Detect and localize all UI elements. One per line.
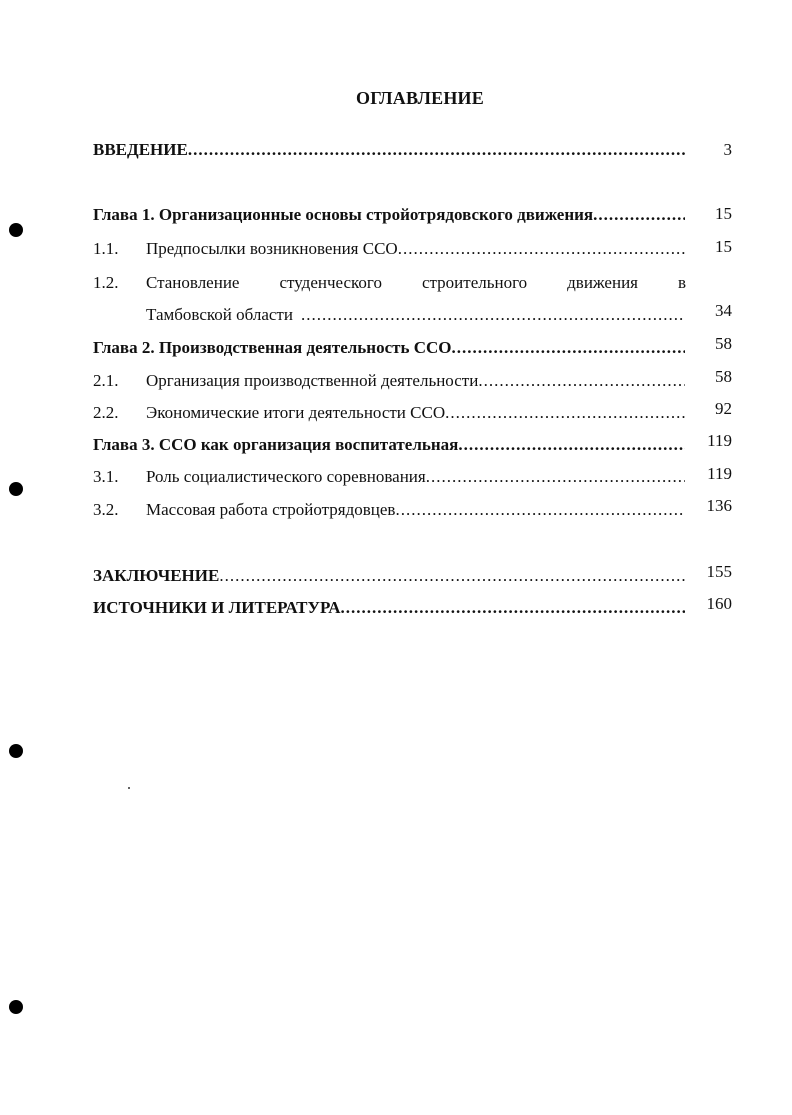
leader-dots xyxy=(451,337,685,359)
toc-entry-label: ВВЕДЕНИЕ xyxy=(93,140,188,159)
toc-page-number: 92 xyxy=(715,399,732,418)
toc-entry-introduction[interactable] xyxy=(93,139,685,161)
toc-entry-section-2-1[interactable] xyxy=(93,370,685,392)
leader-dots xyxy=(188,139,685,161)
toc-page-number: 160 xyxy=(706,594,732,613)
leader-dots xyxy=(458,434,685,456)
leader-dots xyxy=(219,565,685,587)
toc-page-number: 3 xyxy=(723,140,732,159)
toc-entry-label: Глава 1. Организационные основы стройотрядовского движения xyxy=(93,205,594,224)
toc-section-number: 3.1. xyxy=(93,467,119,486)
toc-entry-section-3-1[interactable] xyxy=(93,466,685,488)
word: строительного xyxy=(421,273,528,292)
leader-dots xyxy=(593,204,685,226)
toc-section-number: 2.1. xyxy=(93,371,119,390)
toc-page-number: 155 xyxy=(706,562,732,581)
toc-entry-chapter-3[interactable] xyxy=(93,434,685,456)
leader-dots xyxy=(398,238,685,260)
toc-entry-label: Массовая работа стройотрядовцев xyxy=(146,500,396,519)
leader-dots xyxy=(426,466,685,488)
toc-entry-section-3-2[interactable] xyxy=(93,499,685,521)
toc-page-number: 15 xyxy=(715,204,732,223)
toc-entry-label: Глава 3. ССО как организация воспитательная xyxy=(93,435,459,454)
toc-entry-label: Роль социалистического соревнования xyxy=(146,467,426,486)
toc-entry-label: Тамбовской области xyxy=(146,305,293,324)
leader-dots xyxy=(445,402,685,424)
toc-page-number: 119 xyxy=(707,431,732,450)
leader-dots xyxy=(340,597,685,619)
binder-hole xyxy=(9,744,23,758)
toc-section-number: 2.2. xyxy=(93,403,119,422)
toc-entry-label: ИСТОЧНИКИ И ЛИТЕРАТУРА xyxy=(93,598,341,617)
binder-hole xyxy=(9,482,23,496)
leader-dots xyxy=(478,370,685,392)
toc-entry-chapter-2[interactable] xyxy=(93,337,685,359)
word: в xyxy=(678,273,687,292)
toc-entry-label: Предпосылки возникновения ССО xyxy=(146,239,398,258)
toc-entry-label-line-2[interactable] xyxy=(146,304,685,326)
word: Становление xyxy=(146,273,240,292)
toc-entry-sources[interactable] xyxy=(93,597,685,619)
toc-entry-section-1-1[interactable] xyxy=(93,238,685,260)
leader-dots xyxy=(301,304,685,326)
toc-entry-label: Экономические итоги деятельности ССО xyxy=(146,403,446,422)
toc-entry-section-2-2[interactable] xyxy=(93,402,685,424)
toc-entry-chapter-1[interactable] xyxy=(93,204,685,226)
binder-hole xyxy=(9,1000,23,1014)
toc-page-number: 58 xyxy=(715,367,732,386)
leader-dots xyxy=(395,499,685,521)
toc-entry-label-line-1 xyxy=(146,272,686,294)
word: движения xyxy=(567,273,638,292)
word: студенческого xyxy=(279,273,382,292)
toc-page-number: 15 xyxy=(715,237,732,256)
toc-entry-conclusion[interactable] xyxy=(93,565,685,587)
binder-hole xyxy=(9,223,23,237)
toc-section-number: 3.2. xyxy=(93,500,119,519)
toc-entry-section-1-2[interactable] xyxy=(93,272,147,294)
scan-speck xyxy=(128,787,130,789)
toc-page-number: 34 xyxy=(715,301,732,320)
toc-page-number: 119 xyxy=(707,464,732,483)
toc-page-number: 58 xyxy=(715,334,732,353)
toc-section-number: 1.2. xyxy=(93,273,119,292)
toc-entry-label: Глава 2. Производственная деятельность ССО xyxy=(93,338,452,357)
toc-section-number: 1.1. xyxy=(93,239,119,258)
toc-title: ОГЛАВЛЕНИЕ xyxy=(356,88,484,108)
toc-entry-label: ЗАКЛЮЧЕНИЕ xyxy=(93,566,220,585)
toc-entry-label: Организация производственной деятельности xyxy=(146,371,479,390)
toc-page-number: 136 xyxy=(706,496,732,515)
